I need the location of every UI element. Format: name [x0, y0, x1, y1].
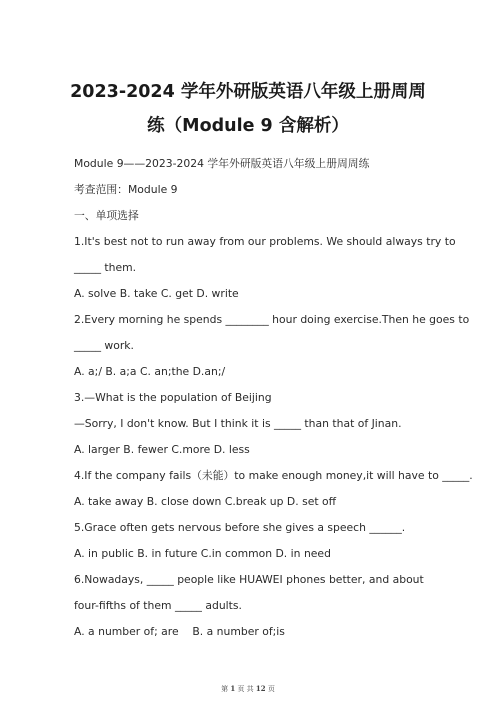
question-1-stem-line-2: _____ them.	[74, 261, 137, 274]
question-6-stem-line-2: four-fifths of them _____ adults.	[74, 599, 242, 612]
scope-line: 考查范围：Module 9	[74, 183, 178, 196]
question-3-stem-line-2: —Sorry, I don't know. But I think it is _____ than that of Jinan.	[74, 417, 402, 430]
question-6-options: A. a number of; are B. a number of;is	[74, 625, 285, 638]
page-footer	[0, 684, 496, 694]
question-4-options: A. take away B. close down C.break up D. set off	[74, 495, 337, 508]
question-3-options: A. larger B. fewer C.more D. less	[74, 443, 250, 456]
document-title-line-1: 2023-2024 学年外研版英语八年级上册周周	[70, 82, 426, 102]
question-1-options: A. solve B. take C. get D. write	[74, 287, 239, 300]
question-3-stem-line-1: 3.—What is the population of Beijing	[74, 391, 272, 404]
question-4-stem-line-1: 4.If the company fails（未能）to make enough money,it will have to _____.	[74, 469, 473, 482]
question-6-stem-line-1: 6.Nowadays, _____ people like HUAWEI phones better, and about	[74, 573, 424, 586]
document-subtitle: Module 9——2023-2024 学年外研版英语八年级上册周周练	[74, 157, 370, 170]
footer-suffix: 页	[267, 685, 275, 693]
question-2-stem-line-2: _____ work.	[74, 339, 134, 352]
footer-prefix: 第	[221, 685, 229, 693]
question-2-stem-line-1: 2.Every morning he spends ________ hour doing exercise.Then he goes to	[74, 313, 470, 326]
footer-middle: 页 共	[237, 685, 254, 693]
section-heading: 一、单项选择	[74, 209, 139, 222]
question-1-stem-line-1: 1.It's best not to run away from our problems. We should always try to	[74, 235, 456, 248]
footer-total-pages: 12	[255, 684, 266, 693]
question-5-stem-line-1: 5.Grace often gets nervous before she gives a speech ______.	[74, 521, 406, 534]
question-5-options: A. in public B. in future C.in common D. in need	[74, 547, 331, 560]
question-2-options: A. a;/ B. a;a C. an;the D.an;/	[74, 365, 226, 378]
document-title-line-2: 练（Module 9 含解析）	[147, 116, 349, 136]
footer-page-number: 1	[230, 684, 236, 693]
